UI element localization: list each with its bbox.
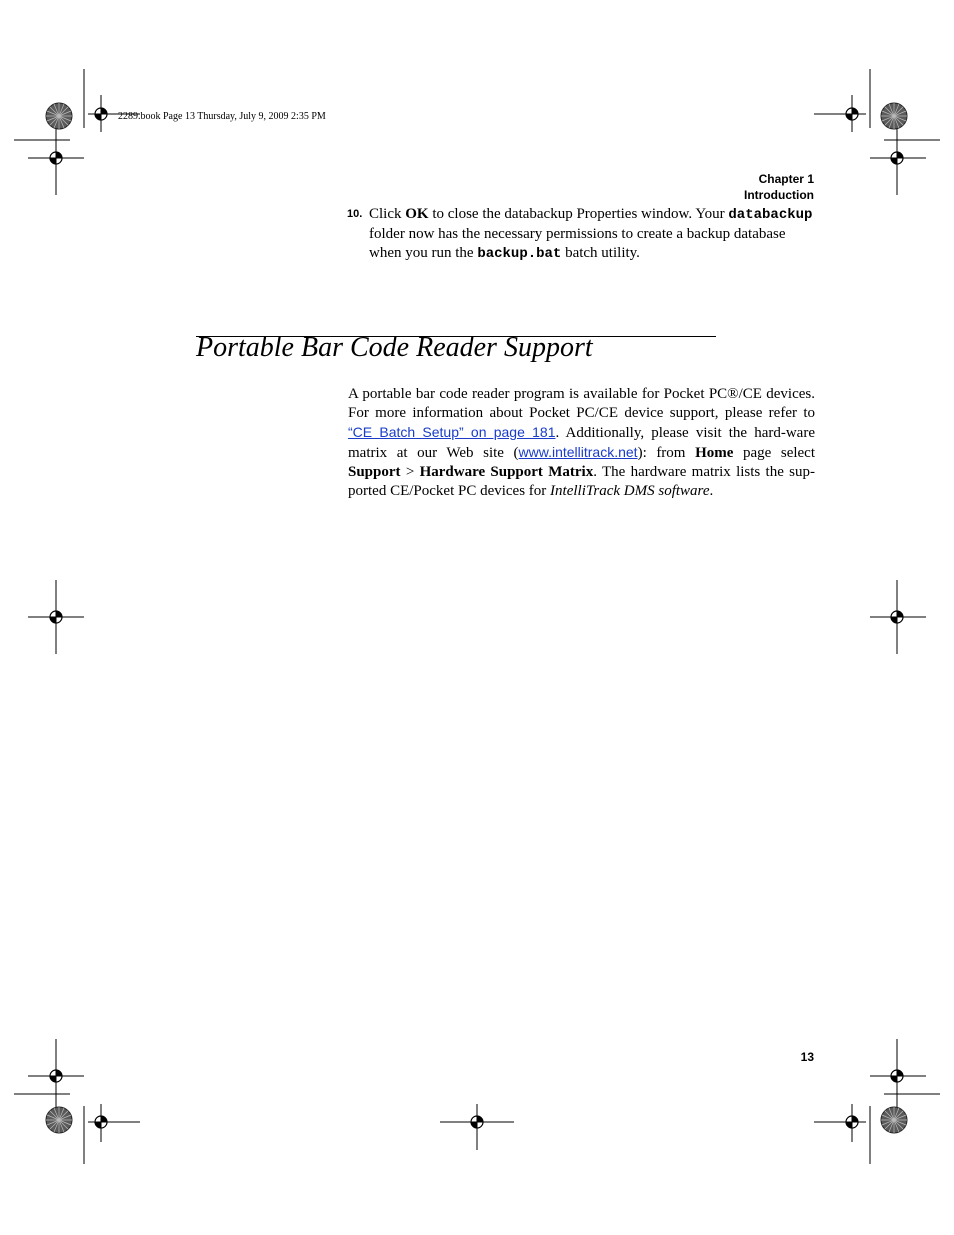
ok-label: OK — [405, 206, 429, 222]
running-head — [744, 171, 814, 203]
section-heading: Portable Bar Code Reader Support — [196, 332, 593, 363]
step-number: 10. — [347, 208, 363, 220]
body-paragraph: A portable bar code reader program is available for Pocket PC®/CE devices. For more information about Pocket PC/CE device support, please refer to “CE Batch Setup” on page 181. Additionally, please visit the hard-ware matrix at our Web site (www.intellitrack.net): from Home page select Support > Hardware Support Matrix. The hardware matrix lists the sup-ported CE/Pocket PC devices for IntelliTrack DMS software. — [348, 386, 816, 499]
chapter-label: Chapter 1 — [758, 172, 814, 186]
website-link[interactable]: www.intellitrack.net — [518, 444, 638, 460]
hardware-support-matrix-label: Hardware Support Matrix — [419, 464, 594, 480]
cross-reference-link[interactable]: “CE Batch Setup” on page 181 — [348, 424, 556, 440]
print-slug: 2289.book Page 13 Thursday, July 9, 2009 2:35 PM — [118, 111, 326, 122]
folder-name: databackup — [728, 207, 813, 223]
section-label: Introduction — [744, 188, 814, 202]
step-text: Click OK to close the databackup Properties window. Your databackup folder now has the necessary permissions to create a backup database when you run the backup.bat batch utility. — [369, 206, 813, 262]
page-number: 13 — [800, 1050, 814, 1064]
product-name: IntelliTrack DMS software — [550, 483, 710, 499]
support-label: Support — [348, 464, 401, 480]
batch-file-name: backup.bat — [477, 246, 562, 262]
home-label: Home — [695, 445, 734, 461]
